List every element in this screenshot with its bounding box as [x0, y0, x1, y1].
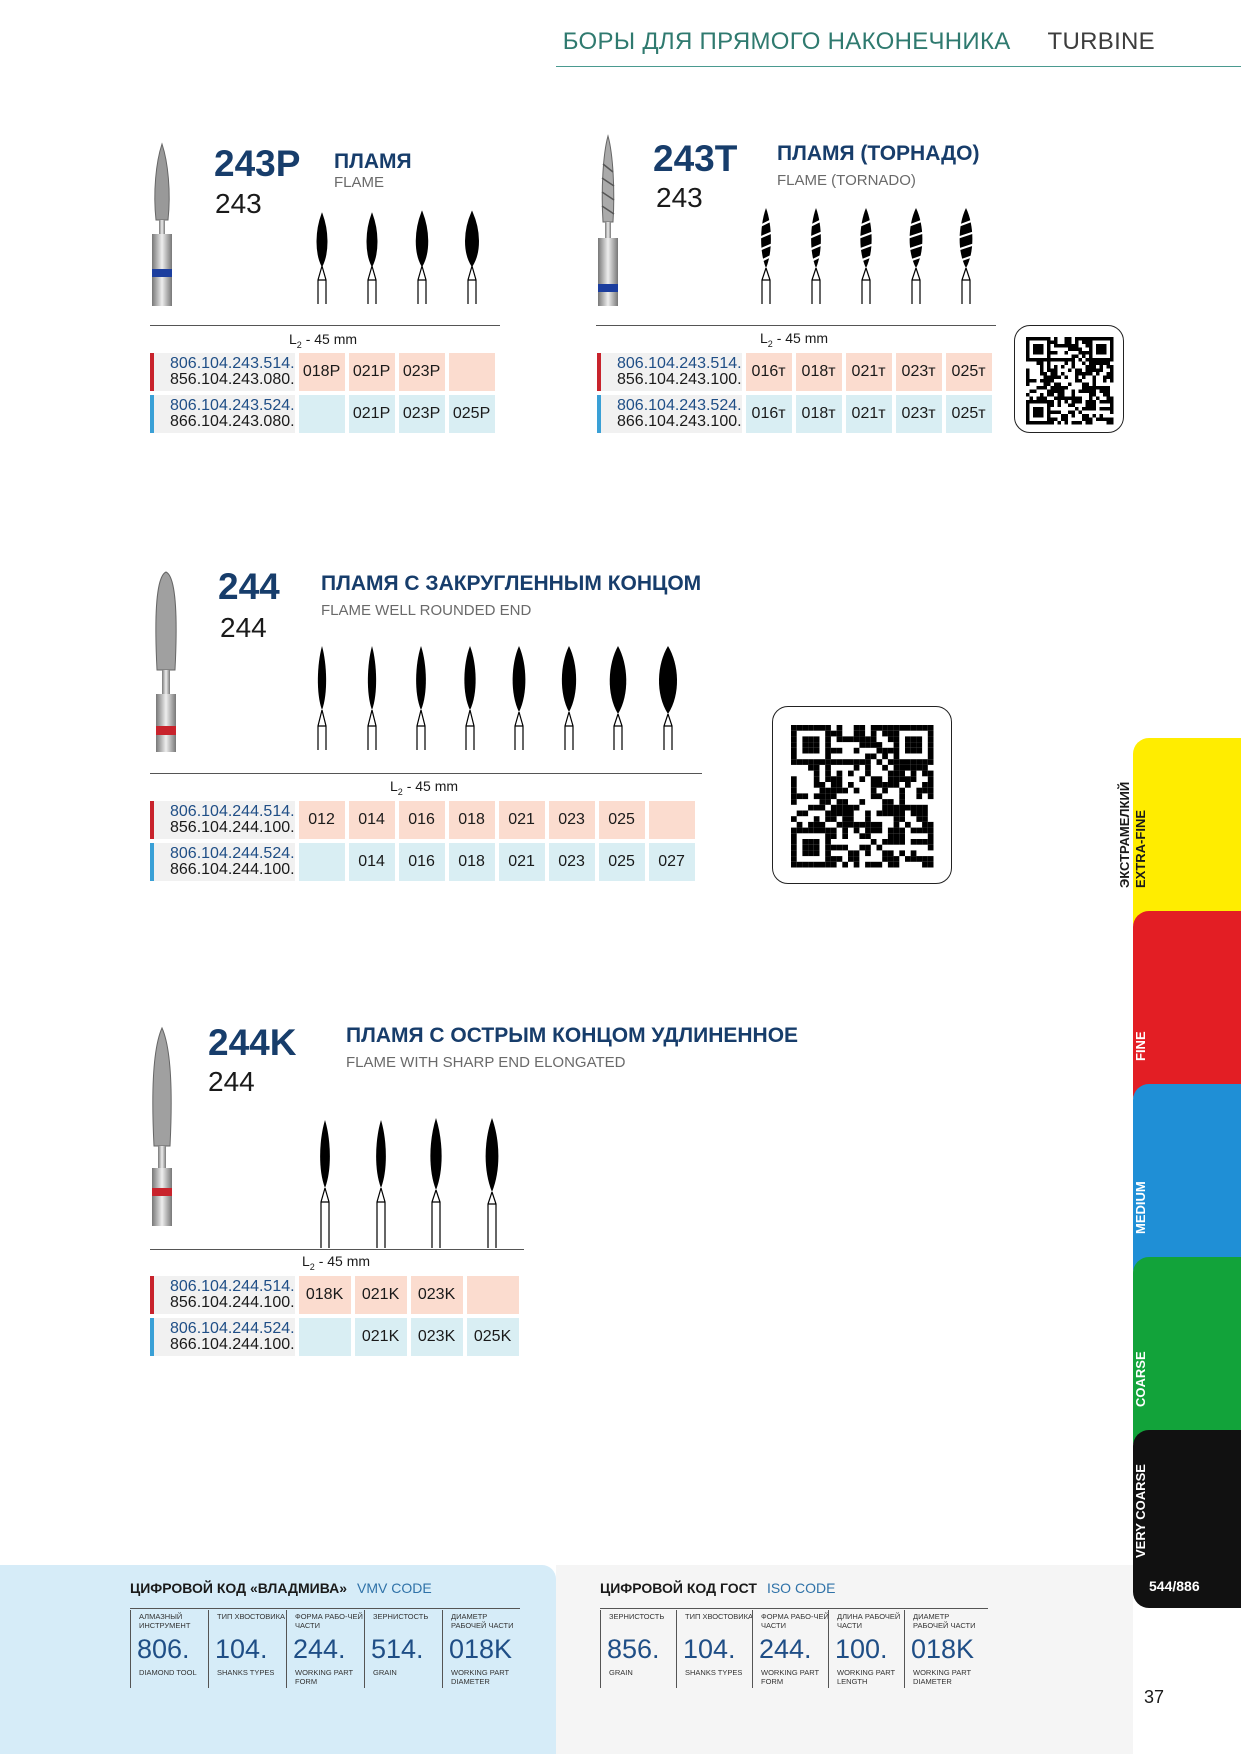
bur-photo-244k [146, 1026, 178, 1226]
size-cell: 025 [599, 843, 645, 881]
product-code: 244 [218, 566, 280, 607]
size-cell [449, 353, 495, 391]
product-name-ru: ПЛАМЯ С ОСТРЫМ КОНЦОМ УДЛИНЕННОЕ [346, 1024, 799, 1047]
size-cell: 018 [449, 801, 495, 839]
article-codes: 806.104.244.524. 866.104.244.100. [154, 843, 295, 881]
table-row [601, 395, 992, 433]
grain-tab-coarse[interactable] [1117, 1257, 1241, 1457]
vmv-code-title: ЦИФРОВОЙ КОД «ВЛАДМИВА» VMV CODE [130, 1580, 432, 1596]
header-divider [556, 66, 1241, 67]
code-column: ТИП ХВОСТОВИКА 104. SHANKS TYPES [208, 1610, 286, 1688]
table-row [154, 843, 695, 881]
code-column: ФОРМА РАБО-ЧЕЙ ЧАСТИ 244. WORKING PART FORM [286, 1610, 364, 1688]
baseline [150, 773, 702, 774]
tab-label: ЭКСТРАМЕЛКИЙ EXTRA-FINE [1117, 781, 1148, 888]
grain-tab-medium[interactable] [1117, 1084, 1241, 1284]
size-cell: 016 [399, 801, 445, 839]
product-subcode: 244 [208, 1066, 255, 1097]
size-cell: 025т [946, 395, 992, 433]
size-cell: 021K [355, 1276, 407, 1314]
table-row [154, 395, 495, 433]
bur-photo-243p [146, 142, 178, 306]
size-cell: 021P [349, 395, 395, 433]
bur-silhouettes-243t [744, 206, 984, 306]
baseline [150, 325, 500, 326]
article-codes: 806.104.243.514. 856.104.243.100. [601, 353, 742, 391]
product-code: 243T [653, 138, 738, 179]
bur-silhouettes-244k [300, 1116, 520, 1250]
size-cell: 021 [499, 801, 545, 839]
size-cell: 023т [896, 353, 942, 391]
size-cell [299, 843, 345, 881]
page-header [563, 28, 1155, 56]
grain-tab-extra-fine[interactable] [1117, 738, 1241, 938]
page-number: 37 [1144, 1687, 1165, 1707]
product-code: 244K [208, 1022, 297, 1063]
size-cell: 021P [349, 353, 395, 391]
vmv-code-columns [130, 1610, 520, 1688]
tab-label: ОЧЕНЬ ГРУБЫЙ VERY COARSE [1117, 1452, 1148, 1558]
code-column: ФОРМА РАБО-ЧЕЙ ЧАСТИ 244. WORKING PART FORM [752, 1610, 828, 1688]
size-cell: 023P [399, 395, 445, 433]
size-cell: 016т [746, 353, 792, 391]
size-cell: 018 [449, 843, 495, 881]
bur-photo-243t [592, 134, 624, 306]
header-title-en: TURBINE [1047, 28, 1155, 55]
iso-code-rule [600, 1608, 988, 1609]
size-cell: 016т [746, 395, 792, 433]
product-name-en: FLAME WELL ROUNDED END [321, 602, 532, 619]
tab-label: СРЕДНИЙ MEDIUM [1117, 1169, 1148, 1234]
length-label: $L_2 - 45$ mm [289, 331, 358, 350]
size-cell: 025P [449, 395, 495, 433]
baseline [596, 325, 996, 326]
table-row [154, 1318, 519, 1356]
tab-label: МЕЛКИЙ FINE [1117, 1005, 1148, 1061]
sizes-table [150, 1272, 523, 1360]
article-codes: 806.104.243.514. 856.104.243.080. [154, 353, 295, 391]
size-cell: 021K [355, 1318, 407, 1356]
grain-tab-very-coarse[interactable] [1117, 1430, 1241, 1608]
product-subcode: 243 [215, 188, 262, 219]
grain-tab-fine[interactable] [1117, 911, 1241, 1111]
size-cell: 018т [796, 395, 842, 433]
size-cell: 023P [399, 353, 445, 391]
code-column: ТИП ХВОСТОВИКА 104. SHANKS TYPES [676, 1610, 752, 1688]
product-name-ru: ПЛАМЯ (ТОРНАДО) [777, 142, 980, 165]
qr-code[interactable] [772, 706, 952, 884]
article-codes: 806.104.243.524. 866.104.243.080. [154, 395, 295, 433]
size-cell: 016 [399, 843, 445, 881]
size-cell: 021 [499, 843, 545, 881]
qr-code[interactable] [1014, 325, 1124, 433]
size-cell: 027 [649, 843, 695, 881]
product-name-en: FLAME WITH SHARP END ELONGATED [346, 1054, 626, 1071]
size-cell [649, 801, 695, 839]
vmv-code-rule [130, 1608, 520, 1609]
code-column: ДЛИНА РАБОЧЕЙ ЧАСТИ 100. WORKING PART LENGTH [828, 1610, 904, 1688]
size-cell: 021т [846, 353, 892, 391]
bur-silhouettes-244 [300, 642, 700, 752]
code-column: ДИАМЕТР РАБОЧЕЙ ЧАСТИ 018K WORKING PART DIAMETER [904, 1610, 980, 1688]
length-label: $L_2 - 45$ mm [760, 330, 829, 349]
size-cell: 025 [599, 801, 645, 839]
table-row [154, 353, 495, 391]
code-column: ЗЕРНИСТОСТЬ 514. GRAIN [364, 1610, 442, 1688]
size-cell: 014 [349, 843, 395, 881]
product-code: 243P [214, 143, 301, 184]
size-cell: 023K [411, 1276, 463, 1314]
sizes-table [150, 797, 699, 885]
code-column: АЛМАЗНЫЙ ИНСТРУМЕНТ 806. DIAMOND TOOL [130, 1610, 208, 1688]
iso-code-columns [600, 1610, 980, 1688]
size-cell: 025т [946, 353, 992, 391]
product-name-ru: ПЛАМЯ С ЗАКРУГЛЕННЫМ КОНЦОМ [321, 572, 702, 595]
code-column: ДИАМЕТР РАБОЧЕЙ ЧАСТИ 018K WORKING PART DIAMETER [442, 1610, 520, 1688]
bur-silhouettes-243p [300, 208, 500, 306]
size-cell: 021т [846, 395, 892, 433]
tab-label: ГРУБЫЙ COARSE [1117, 1351, 1148, 1407]
length-label: $L_2 - 45$ mm [390, 778, 459, 797]
size-cell [299, 395, 345, 433]
length-label: $L_2 - 45$ mm [302, 1253, 371, 1272]
iso-code-title: ЦИФРОВОЙ КОД ГОСТ ISO CODE [600, 1580, 836, 1596]
article-codes: 806.104.244.524. 866.104.244.100. [154, 1318, 295, 1356]
product-subcode: 244 [220, 612, 267, 643]
size-cell: 023 [549, 801, 595, 839]
size-cell: 023т [896, 395, 942, 433]
size-cell [467, 1276, 519, 1314]
size-cell: 012 [299, 801, 345, 839]
table-row [601, 353, 992, 391]
article-codes: 806.104.243.524. 866.104.243.100. [601, 395, 742, 433]
header-title-ru: БОРЫ ДЛЯ ПРЯМОГО НАКОНЕЧНИКА [562, 28, 1011, 55]
product-subcode: 243 [656, 182, 703, 213]
table-row [154, 1276, 519, 1314]
article-codes: 806.104.244.514. 856.104.244.100. [154, 801, 295, 839]
product-name-en: FLAME (TORNADO) [777, 172, 916, 189]
sizes-table [597, 349, 996, 437]
bur-photo-244 [150, 570, 182, 752]
code-column: ЗЕРНИСТОСТЬ 856. GRAIN [600, 1610, 676, 1688]
tab-code: 544/886 [1149, 1578, 1200, 1594]
size-cell: 023 [549, 843, 595, 881]
size-cell: 018K [299, 1276, 351, 1314]
size-cell: 014 [349, 801, 395, 839]
size-cell: 018т [796, 353, 842, 391]
size-cell: 023K [411, 1318, 463, 1356]
size-cell: 018P [299, 353, 345, 391]
size-cell: 025K [467, 1318, 519, 1356]
size-cell [299, 1318, 351, 1356]
table-row [154, 801, 695, 839]
product-name-ru: ПЛАМЯ [334, 150, 412, 173]
baseline [150, 1249, 524, 1250]
product-name-en: FLAME [334, 174, 385, 191]
sizes-table [150, 349, 499, 437]
article-codes: 806.104.244.514. 856.104.244.100. [154, 1276, 295, 1314]
